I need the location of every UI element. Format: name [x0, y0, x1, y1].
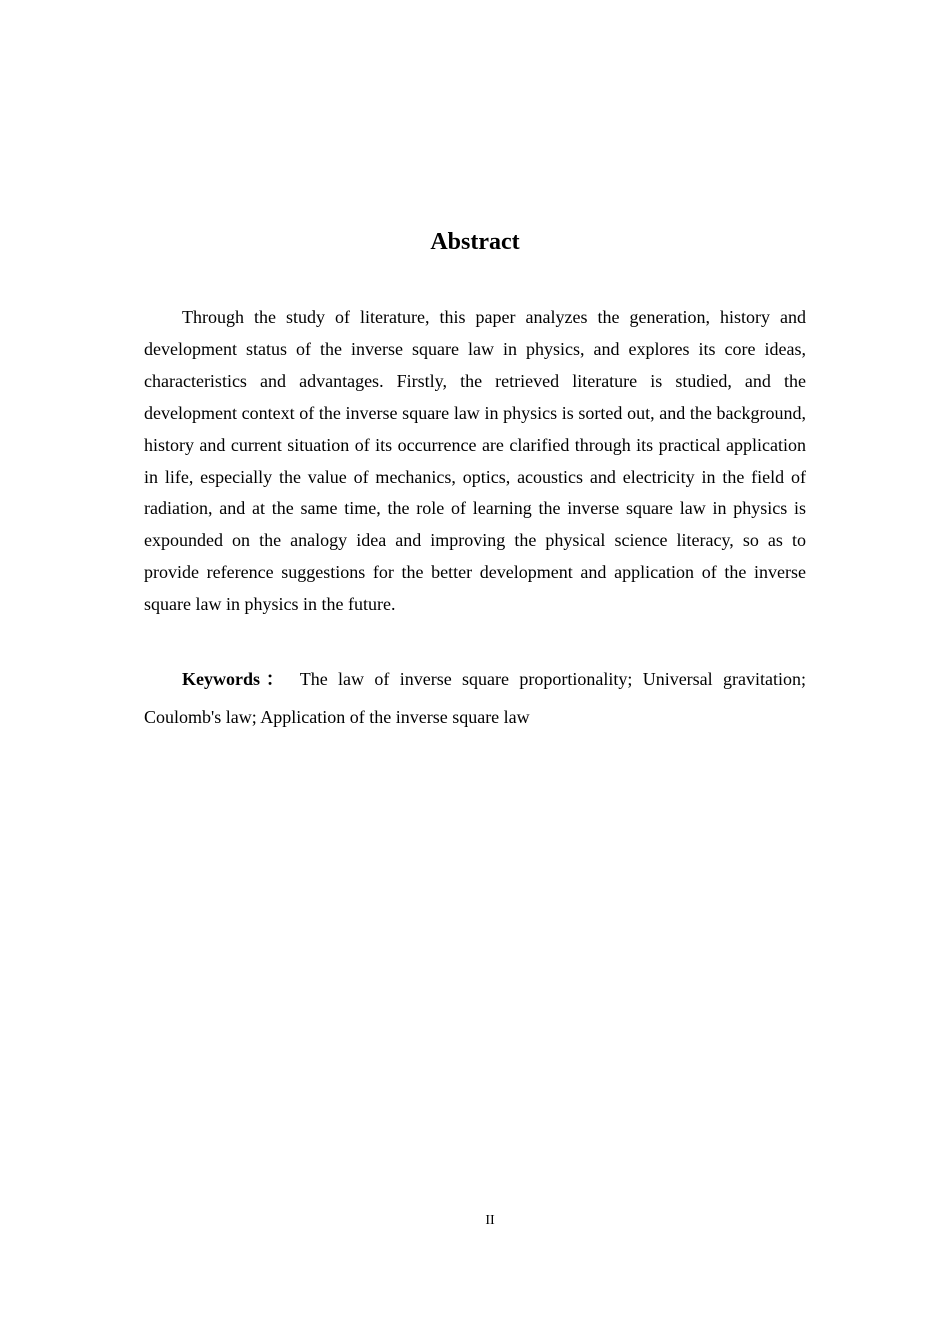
keywords-label: Keywords： [182, 669, 290, 689]
abstract-paragraph: Through the study of literature, this paper analyzes the generation, history and development status of the inverse square law in physics, and explores its core ideas, characteristics and advantages. Firstly, the retrieved literature is studied, and the development context of the inverse square law in physics is sorted out, and the background, history and current situation of its occurrence are clarified through its practical application in life, especially the value of mechanics, optics, acoustics and electricity in the field of radiation, and at the same time, the role of learning the inverse square law in physics is expounded on the analogy idea and improving the physical science literacy, so as to provide reference suggestions for the better development and application of the inverse square law in physics in the future. [144, 307, 806, 615]
keywords-paragraph [144, 660, 806, 736]
keywords-text: The law of inverse square proportionality; Universal gravitation; Coulomb's law; Application of the inverse square law [144, 669, 806, 727]
page-number: II [485, 1213, 495, 1228]
page-title: Abstract [430, 229, 520, 255]
